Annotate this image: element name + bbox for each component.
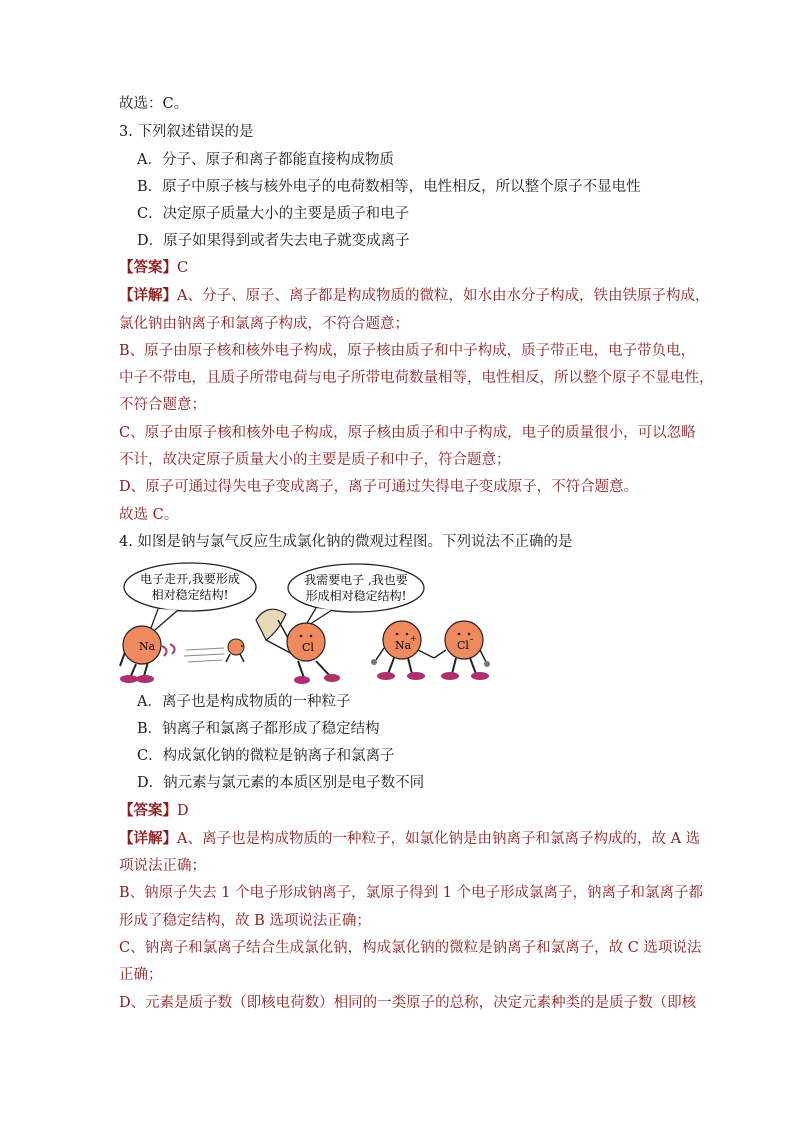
option-d: D．原子如果得到或者失去电子就变成离子 bbox=[137, 233, 410, 249]
explanation-line: 项说法正确； bbox=[119, 858, 206, 874]
explanation-line: 正确； bbox=[119, 967, 163, 983]
explanation-line: D、原子可通过得失电子变成离子，离子可通过失得电子变成原子，不符合题意。 bbox=[119, 479, 639, 495]
option-d: D．钠元素与氯元素的本质区别是电子数不同 bbox=[137, 775, 425, 791]
explanation-line: 【详解】A、分子、原子、离子都是构成物质的微粒，如水由水分子构成，铁由铁原子构成， bbox=[119, 287, 710, 304]
speech-bubble-left bbox=[124, 563, 256, 611]
atom-na-label: Na bbox=[139, 640, 156, 653]
option-b: B．钠离子和氯离子都形成了稳定结构 bbox=[137, 721, 380, 737]
explanation-label: 【详解】 bbox=[119, 287, 177, 304]
explanation-line: D、元素是质子数（即核电荷数）相同的一类原子的总称，决定元素种类的是质子数（即核 bbox=[119, 995, 697, 1011]
answer-label: 【答案】 bbox=[119, 802, 177, 819]
ion-cl-label: Cl bbox=[457, 639, 469, 652]
option-c: C．构成氯化钠的微粒是钠离子和氯离子 bbox=[137, 748, 395, 764]
explanation-line: 形成了稳定结构，故 B 选项说法正确； bbox=[119, 913, 371, 929]
sodium-atom-icon bbox=[120, 626, 175, 683]
motion-lines-icon bbox=[184, 648, 224, 662]
explanation-line: B、原子由原子核和核外电子构成，原子核由质子和中子构成，质子带正电，电子带负电， bbox=[119, 343, 696, 359]
electron-icon bbox=[226, 639, 244, 662]
option-c: C．决定原子质量大小的主要是质子和电子 bbox=[137, 206, 410, 222]
option-a: A．离子也是构成物质的一种粒子 bbox=[137, 694, 351, 710]
explanation-line: 不符合题意； bbox=[119, 397, 206, 413]
chloride-ion-icon bbox=[434, 621, 490, 680]
explanation-line: C、原子由原子核和核外电子构成，原子核由质子和中子构成，电子的质量很小，可以忽略 bbox=[119, 425, 696, 441]
option-a: A．分子、原子和离子都能直接构成物质 bbox=[137, 152, 394, 168]
bubble-right-line-2: 形成相对稳定结构! bbox=[305, 589, 407, 603]
explanation-line: 氯化钠由钠离子和氯离子构成，不符合题意； bbox=[119, 316, 409, 332]
ion-cl-charge: - bbox=[470, 635, 474, 645]
text-line: 故选：C。 bbox=[119, 96, 189, 112]
atom-cl-label: Cl bbox=[302, 641, 314, 654]
explanation-line: 不计，故决定原子质量大小的主要是质子和中子，符合题意； bbox=[119, 452, 511, 468]
question-4-stem: 4. 如图是钠与氯气反应生成氯化钠的微观过程图。下列说法不正确的是 bbox=[119, 534, 573, 550]
explanation-line: C、钠离子和氯离子结合生成氯化钠，构成氯化钠的微粒是钠离子和氯离子，故 C 选项说法 bbox=[119, 940, 702, 956]
sodium-chlorine-figure bbox=[118, 558, 623, 690]
explanation-line: 故选 C。 bbox=[119, 507, 179, 523]
explanation-line: B、钠原子失去 1 个电子形成钠离子，氯原子得到 1 个电子形成氯离子，钠离子和氯离子都 bbox=[119, 885, 704, 901]
ion-na-label: Na bbox=[395, 639, 412, 652]
question-3-stem: 3. 下列叙述错误的是 bbox=[119, 124, 254, 140]
answer-line: 【答案】C bbox=[119, 259, 189, 276]
option-b: B．原子中原子核与核外电子的电荷数相等，电性相反，所以整个原子不显电性 bbox=[137, 179, 641, 195]
answer-label: 【答案】 bbox=[119, 259, 177, 276]
bubble-right-line-1: 我需要电子 ,我也要 bbox=[304, 573, 408, 587]
speech-bubble-right bbox=[288, 564, 424, 612]
answer-line: 【答案】D bbox=[119, 802, 189, 819]
sodium-ion-icon bbox=[371, 621, 434, 680]
explanation-line: 【详解】A、离子也是构成物质的一种粒子，如氯化钠是由钠离子和氯离子构成的，故 A 选 bbox=[119, 830, 701, 847]
explanation-line: 中子不带电，且质子所带电荷与电子所带电荷数量相等，电性相反，所以整个原子不显电性， bbox=[119, 370, 714, 386]
bubble-left-line-2: 相对稳定结构! bbox=[151, 588, 229, 602]
ion-na-charge: + bbox=[410, 634, 417, 643]
bubble-left-line-1: 电子走开,我要形成 bbox=[140, 572, 240, 586]
explanation-label: 【详解】 bbox=[119, 830, 177, 847]
